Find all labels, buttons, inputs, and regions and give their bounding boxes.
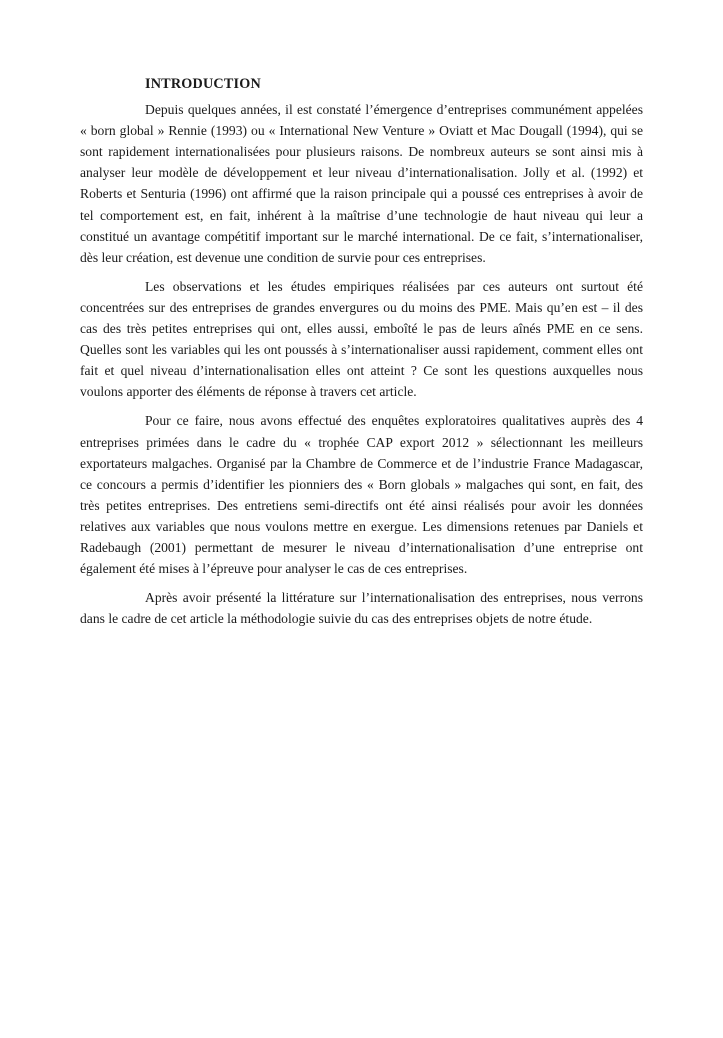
paragraph-1: Depuis quelques années, il est constaté l’émergence d’entreprises communément appelées « born global » Rennie (1993) ou « International New Venture » Oviatt et Mac Dougall (1994), qui se sont rapidement internationalisées pour plusieurs raisons. De nombreux auteurs se sont ainsi mis à analyser leur modèle de développement et leur niveau d’internationalisation. Jolly et al. (1992) et Roberts et Senturia (1996) ont affirmé que la raison principale qui a poussé ces entreprises à avoir de tel comportement est, en fait, inhérent à la maîtrise d’une technologie de haut niveau qui leur a constitué un avantage compétitif important sur le marché international. De ce fait, s’internationaliser, dès leur création, est devenue une condition de survie pour ces entreprises. bbox=[80, 102, 643, 265]
document-page bbox=[80, 74, 643, 637]
paragraph-3: Pour ce faire, nous avons effectué des enquêtes exploratoires qualitatives auprès des 4 entreprises primées dans le cadre du « trophée CAP export 2012 » sélectionnant les meilleurs exportateurs malgaches. Organisé par la Chambre de Commerce et de l’industrie France Madagascar, ce concours a permis d’identifier les pionniers des « Born globals » malgaches qui sont, en fait, des très petites entreprises. Des entretiens semi-directifs ont été ainsi réalisés pour avoir les données relatives aux variables que nous voulons mettre en exergue. Les dimensions retenues par Daniels et Radebaugh (2001) permettant de mesurer le niveau d’internationalisation d’une entreprise ont également été mises à l’épreuve pour analyser le cas de ces entreprises. bbox=[80, 413, 643, 577]
paragraph-4: Après avoir présenté la littérature sur l’internationalisation des entreprises, nous verrons dans le cadre de cet article la méthodologie suivie du cas des entreprises objets de notre étude. bbox=[80, 590, 643, 627]
paragraph-2: Les observations et les études empiriques réalisées par ces auteurs ont surtout été concentrées sur des entreprises de grandes envergures ou du moins des PME. Mais qu’en est – il des cas des très petites entreprises qui ont, elles aussi, emboîté le pas de leurs aînés PME en ce sens. Quelles sont les variables qui les ont poussés à s’internationaliser aussi rapidement, comment elles ont fait et quel niveau d’internationalisation elles ont atteint ? Ce sont les questions auxquelles nous voulons apporter des éléments de réponse à travers cet article. bbox=[80, 278, 643, 400]
section-heading: INTRODUCTION bbox=[145, 76, 261, 92]
